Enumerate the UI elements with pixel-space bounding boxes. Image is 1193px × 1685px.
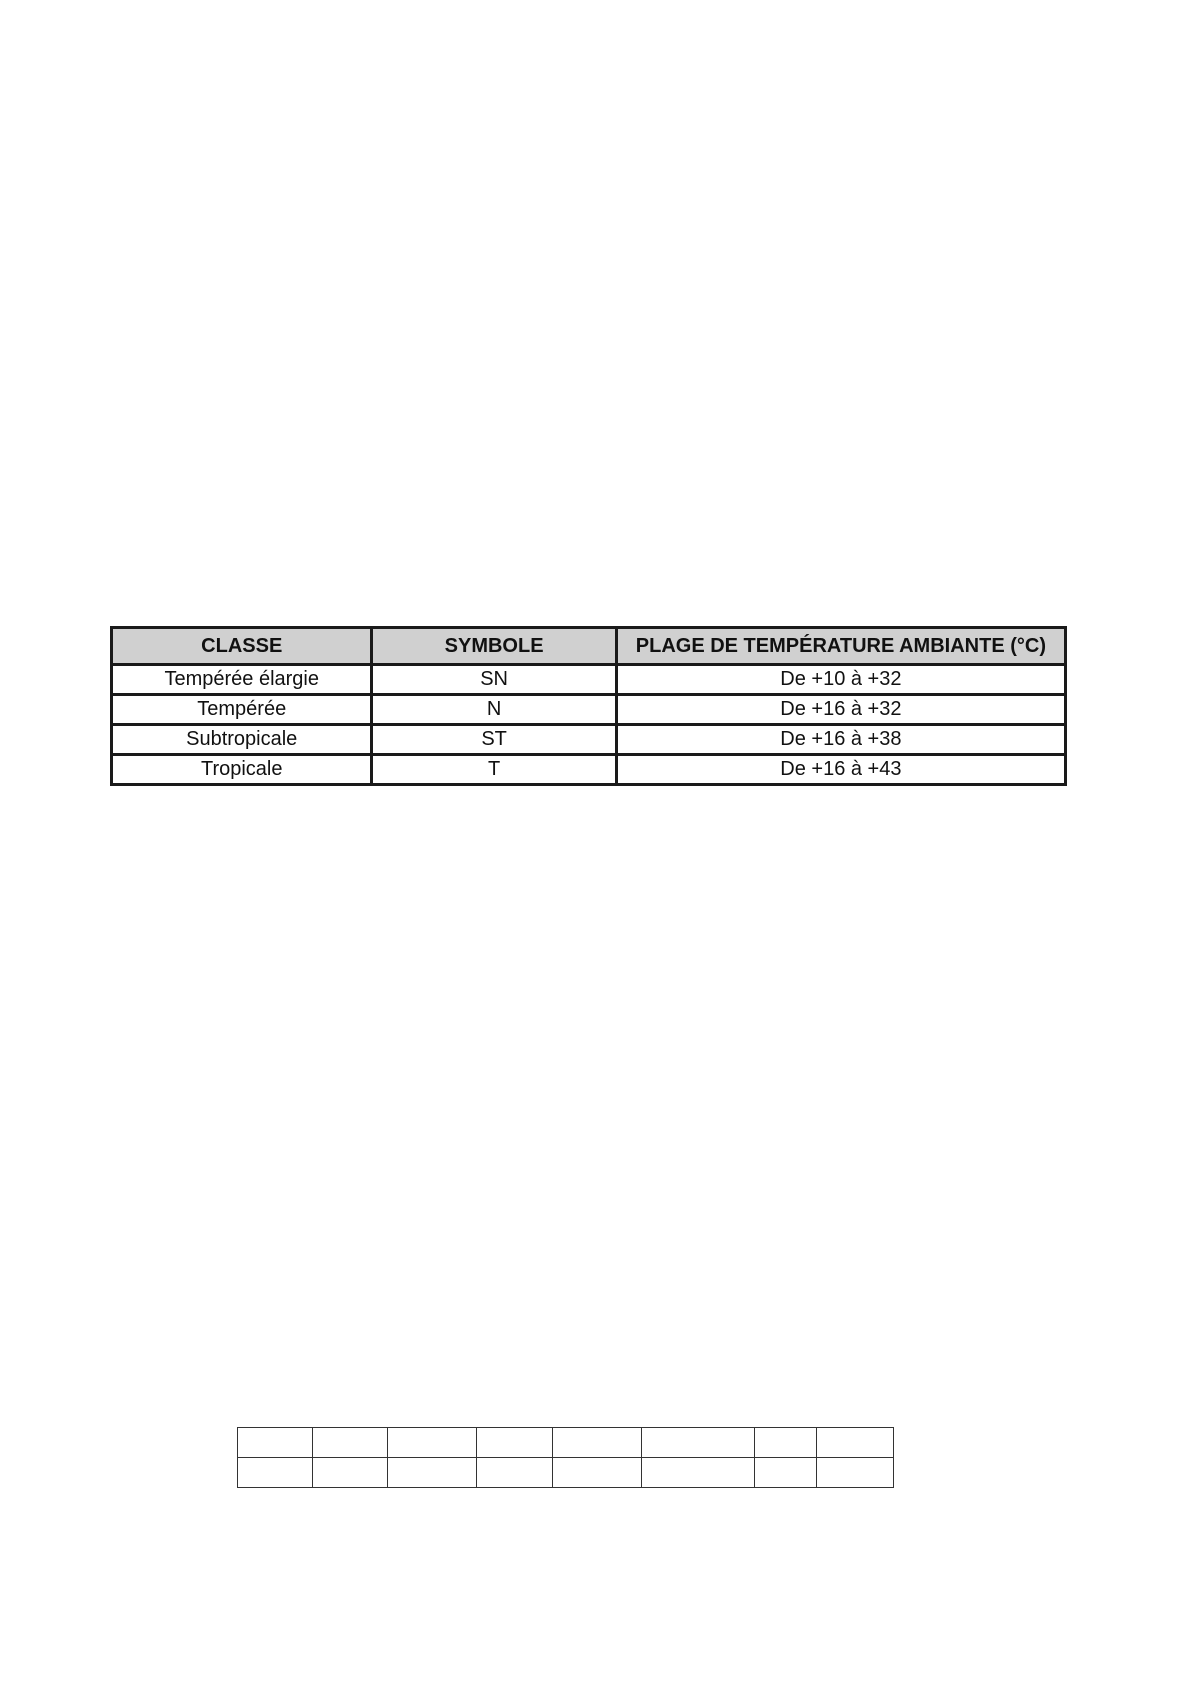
empty-grid-cell: [755, 1458, 817, 1488]
cell-plage: De +16 à +38: [616, 725, 1065, 755]
empty-grid-row: [238, 1458, 894, 1488]
cell-symbole: T: [372, 755, 616, 785]
empty-grid-cell: [477, 1428, 553, 1458]
cell-symbole: SN: [372, 665, 616, 695]
cell-symbole: ST: [372, 725, 616, 755]
cell-classe: Tempérée: [112, 695, 372, 725]
cell-classe: Subtropicale: [112, 725, 372, 755]
cell-plage: De +16 à +43: [616, 755, 1065, 785]
empty-grid-cell: [477, 1458, 553, 1488]
empty-grid-cell: [388, 1458, 477, 1488]
table-row: [112, 695, 1066, 725]
cell-plage: De +10 à +32: [616, 665, 1065, 695]
cell-plage: De +16 à +32: [616, 695, 1065, 725]
empty-grid-cell: [553, 1458, 642, 1488]
empty-grid-cell: [553, 1428, 642, 1458]
empty-grid-cell: [313, 1458, 388, 1488]
empty-grid-table: [237, 1427, 894, 1488]
header-plage-temperature: PLAGE DE TEMPÉRATURE AMBIANTE (°C): [616, 628, 1065, 665]
cell-classe: Tropicale: [112, 755, 372, 785]
empty-grid-cell: [313, 1428, 388, 1458]
cell-symbole: N: [372, 695, 616, 725]
climate-class-table: [110, 626, 1067, 786]
header-symbole: SYMBOLE: [372, 628, 616, 665]
empty-grid-cell: [755, 1428, 817, 1458]
empty-grid-cell: [817, 1428, 894, 1458]
table-row: [112, 665, 1066, 695]
table-row: [112, 755, 1066, 785]
empty-grid-cell: [642, 1458, 755, 1488]
header-classe: CLASSE: [112, 628, 372, 665]
empty-grid-row: [238, 1428, 894, 1458]
empty-grid-cell: [388, 1428, 477, 1458]
table-header-row: [112, 628, 1066, 665]
empty-grid-cell: [238, 1428, 313, 1458]
cell-classe: Tempérée élargie: [112, 665, 372, 695]
empty-grid-cell: [238, 1458, 313, 1488]
empty-grid-cell: [817, 1458, 894, 1488]
empty-grid-cell: [642, 1428, 755, 1458]
table-row: [112, 725, 1066, 755]
